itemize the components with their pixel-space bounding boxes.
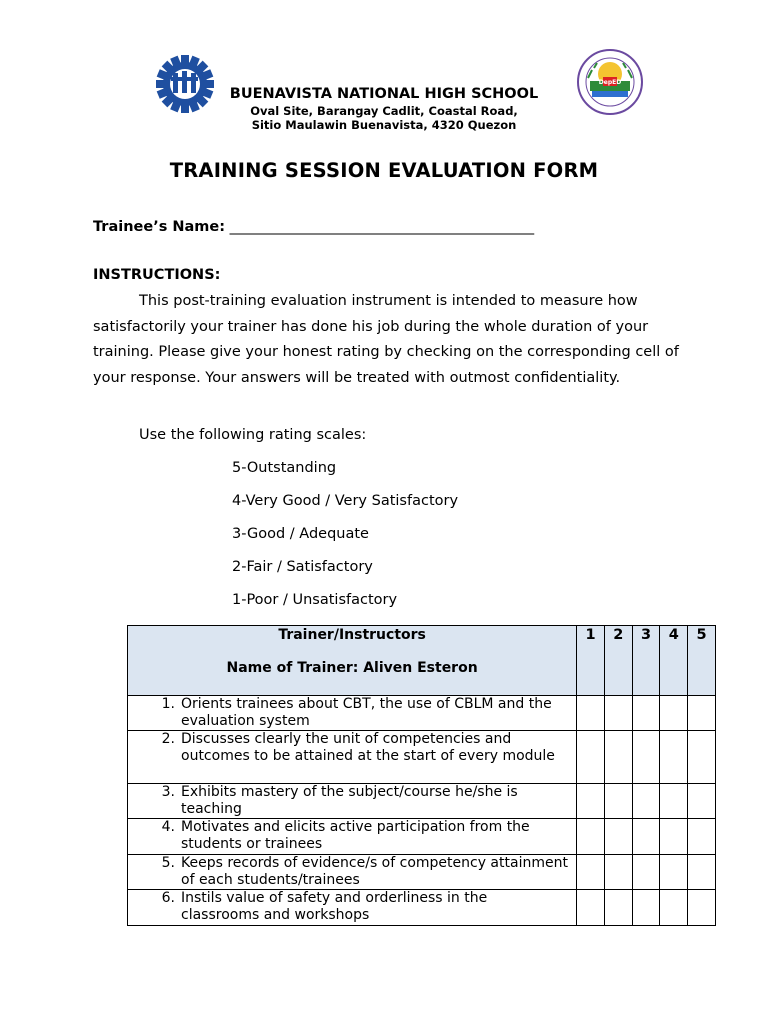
- evaluation-table: [127, 625, 716, 926]
- rating-cell-1[interactable]: [577, 731, 605, 784]
- criterion-cell: [128, 784, 577, 819]
- trainer-header-cell: [128, 626, 577, 696]
- criterion-cell: [128, 855, 577, 890]
- criterion-cell: [128, 819, 577, 855]
- criterion-text: Discusses clearly the unit of competencies and outcomes to be attained at the start of every module: [181, 731, 555, 764]
- rating-column-1: 1: [577, 626, 605, 696]
- rating-cell-2[interactable]: [604, 784, 632, 819]
- criterion-number: 2.: [161, 731, 175, 747]
- rating-cell-5[interactable]: [688, 819, 716, 855]
- table-header-row: [128, 626, 716, 696]
- scale-item: 2-Fair / Satisfactory: [232, 559, 373, 575]
- criterion-number: 3.: [161, 784, 175, 800]
- rating-cell-4[interactable]: [660, 784, 688, 819]
- criterion-cell: [128, 696, 577, 731]
- rating-cell-1[interactable]: [577, 696, 605, 731]
- rating-cell-1[interactable]: [577, 819, 605, 855]
- table-row: [128, 731, 716, 784]
- criterion-cell: [128, 731, 577, 784]
- table-row: [128, 784, 716, 819]
- scale-item: 5-Outstanding: [232, 460, 337, 476]
- trainee-name-label: Trainee’s Name:: [93, 219, 226, 235]
- instructions-heading: INSTRUCTIONS:: [93, 267, 221, 283]
- instructions-paragraph: [93, 289, 683, 391]
- scale-item: 3-Good / Adequate: [232, 526, 369, 542]
- rating-cell-2[interactable]: [604, 696, 632, 731]
- rating-cell-4[interactable]: [660, 855, 688, 890]
- rating-column-2: 2: [604, 626, 632, 696]
- table-row: [128, 696, 716, 731]
- rating-cell-5[interactable]: [688, 784, 716, 819]
- svg-text:DepED: DepED: [598, 79, 622, 86]
- criterion-number: 1.: [161, 696, 175, 712]
- rating-cell-4[interactable]: [660, 696, 688, 731]
- rating-cell-3[interactable]: [632, 784, 660, 819]
- rating-cell-2[interactable]: [604, 855, 632, 890]
- address-line-2: Sitio Maulawin Buenavista, 4320 Quezon: [251, 118, 517, 132]
- table-row: [128, 819, 716, 855]
- rating-cell-5[interactable]: [688, 890, 716, 926]
- criterion-text: Exhibits mastery of the subject/course he/she is teaching: [181, 784, 518, 817]
- rating-cell-1[interactable]: [577, 855, 605, 890]
- rating-cell-5[interactable]: [688, 696, 716, 731]
- rating-column-4: 4: [660, 626, 688, 696]
- criterion-number: 5.: [161, 855, 175, 871]
- criterion-text: Orients trainees about CBT, the use of CBLM and the evaluation system: [181, 696, 552, 729]
- rating-cell-1[interactable]: [577, 890, 605, 926]
- criterion-number: 4.: [161, 819, 175, 835]
- school-name: BUENAVISTA NATIONAL HIGH SCHOOL: [229, 86, 539, 102]
- rating-cell-5[interactable]: [688, 855, 716, 890]
- form-title: TRAINING SESSION EVALUATION FORM: [169, 159, 599, 182]
- trainee-name-field[interactable]: __________________________________________: [229, 219, 535, 235]
- criterion-text: Instils value of safety and orderliness in the classrooms and workshops: [181, 890, 488, 923]
- criterion-text: Keeps records of evidence/s of competency attainment of each students/trainees: [181, 855, 568, 888]
- instructions-text: This post-training evaluation instrument is intended to measure how satisfactorily your trainer has done his job during the whole duration of your training. Please give your honest rating by checking on the corresponding cell of your response. Your answers will be treated with outmost confidentiality.: [93, 293, 679, 386]
- rating-cell-5[interactable]: [688, 731, 716, 784]
- rating-cell-2[interactable]: [604, 890, 632, 926]
- scale-item: 4-Very Good / Very Satisfactory: [232, 493, 459, 509]
- rating-column-5: 5: [688, 626, 716, 696]
- rating-cell-2[interactable]: [604, 819, 632, 855]
- rating-column-3: 3: [632, 626, 660, 696]
- criterion-number: 6.: [161, 890, 175, 906]
- address-line-1: Oval Site, Barangay Cadlit, Coastal Road,: [250, 104, 518, 118]
- scale-intro: Use the following rating scales:: [139, 427, 367, 443]
- trainer-header-title: Trainer/Instructors: [278, 627, 426, 643]
- rating-cell-4[interactable]: [660, 819, 688, 855]
- rating-cell-3[interactable]: [632, 890, 660, 926]
- table-row: [128, 855, 716, 890]
- rating-cell-1[interactable]: [577, 784, 605, 819]
- trainer-name: Name of Trainer: Aliven Esteron: [226, 660, 478, 676]
- rating-cell-2[interactable]: [604, 731, 632, 784]
- rating-cell-4[interactable]: [660, 731, 688, 784]
- trainee-name-line: [93, 219, 534, 235]
- criterion-text: Motivates and elicits active participation from the students or trainees: [181, 819, 530, 852]
- scale-item: 1-Poor / Unsatisfactory: [232, 592, 398, 608]
- rating-cell-4[interactable]: [660, 890, 688, 926]
- rating-cell-3[interactable]: [632, 696, 660, 731]
- rating-cell-3[interactable]: [632, 731, 660, 784]
- rating-cell-3[interactable]: [632, 855, 660, 890]
- rating-cell-3[interactable]: [632, 819, 660, 855]
- criterion-cell: [128, 890, 577, 926]
- table-row: [128, 890, 716, 926]
